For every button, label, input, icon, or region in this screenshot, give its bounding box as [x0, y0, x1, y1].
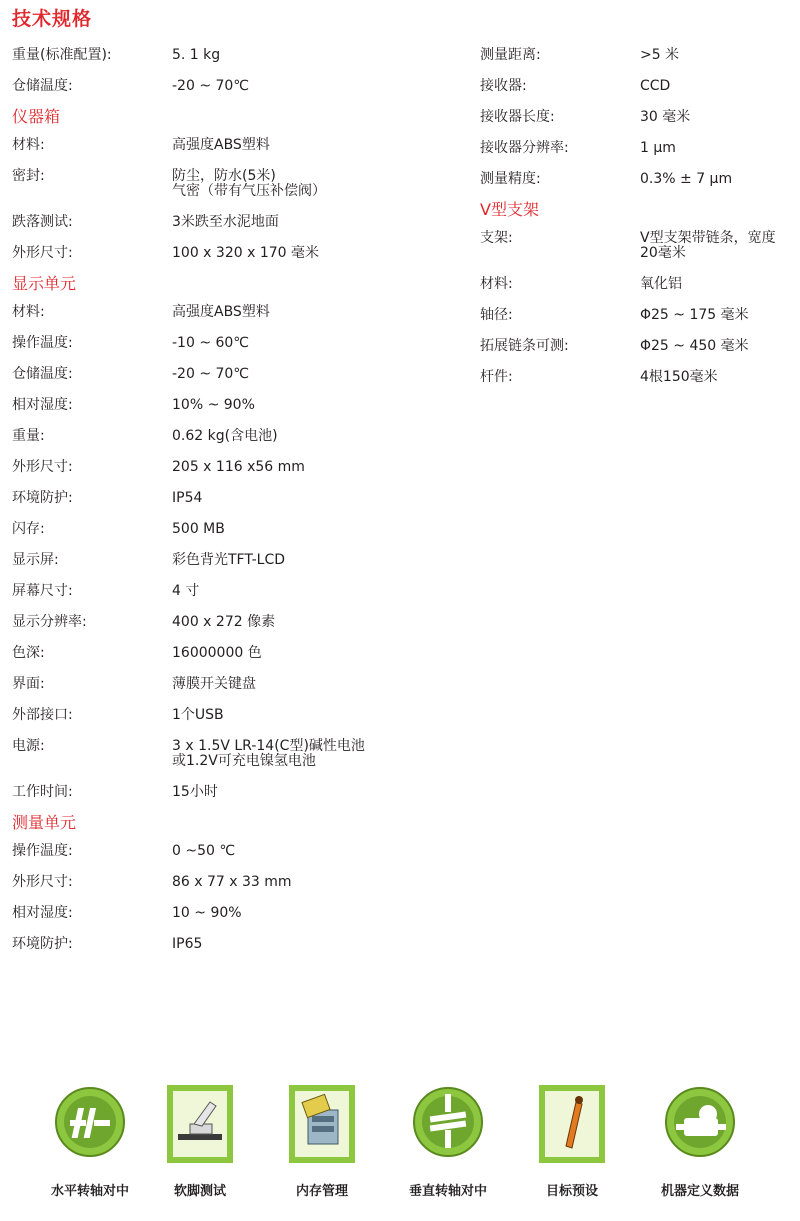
spec-label: 电源: — [12, 738, 45, 754]
spec-label: 轴径: — [480, 307, 513, 323]
spec-value: -20 ~ 70℃ — [172, 78, 250, 94]
spec-row — [480, 79, 795, 94]
spec-row — [12, 844, 452, 859]
spec-row — [12, 460, 452, 475]
target-preset-icon — [532, 1080, 612, 1166]
spec-value: 10% ~ 90% — [172, 397, 255, 413]
spec-row — [480, 172, 795, 187]
vertical-shaft-alignment-icon — [408, 1080, 488, 1166]
horizontal-shaft-alignment-icon — [50, 1080, 130, 1166]
spec-row — [12, 906, 452, 921]
spec-value: IP54 — [172, 490, 203, 506]
spec-label: 测量精度: — [480, 171, 541, 187]
spec-label: 外形尺寸: — [12, 245, 73, 261]
section-heading: V型支架 — [480, 200, 539, 219]
spec-label: 支架: — [480, 230, 513, 246]
left-spec-column — [12, 48, 452, 968]
feature-caption: 机器定义数据 — [660, 1184, 739, 1199]
spec-row — [480, 308, 795, 323]
target-preset-feature — [512, 1080, 632, 1199]
horizontal-shaft-alignment-feature — [30, 1080, 150, 1199]
spec-label: 显示分辨率: — [12, 614, 87, 630]
spec-label: 仓储温度: — [12, 78, 73, 94]
spec-label: 界面: — [12, 676, 45, 692]
spec-row — [12, 367, 452, 382]
spec-value: >5 米 — [640, 47, 680, 63]
spec-row — [12, 615, 452, 630]
spec-row — [12, 937, 452, 952]
spec-row — [12, 336, 452, 351]
spec-label: 接收器分辨率: — [480, 140, 569, 156]
spec-value: 防尘，防水(5米) 气密（带有气压补偿阀） — [172, 168, 326, 199]
spec-row — [480, 277, 795, 292]
spec-value: 205 x 116 x56 mm — [172, 459, 305, 475]
spec-value: 400 x 272 像素 — [172, 614, 276, 630]
spec-label: 相对湿度: — [12, 905, 73, 921]
spec-value: -10 ~ 60℃ — [172, 335, 250, 351]
spec-row — [12, 708, 452, 723]
spec-value: 0.62 kg(含电池) — [172, 428, 278, 444]
spec-value: 薄膜开关键盘 — [172, 676, 256, 692]
spec-value: 1个USB — [172, 707, 224, 723]
spec-label: 材料: — [12, 304, 45, 320]
spec-label: 跌落测试: — [12, 214, 73, 230]
spec-label: 显示屏: — [12, 552, 59, 568]
spec-row — [12, 491, 452, 506]
spec-row — [480, 370, 795, 385]
spec-label: 工作时间: — [12, 784, 73, 800]
spec-row — [12, 79, 452, 94]
spec-value: 0.3% ± 7 μm — [640, 171, 733, 187]
section-heading: 显示单元 — [12, 274, 77, 293]
spec-value: -20 ~ 70℃ — [172, 366, 250, 382]
spec-row — [12, 48, 452, 63]
spec-row — [12, 522, 452, 537]
spec-row — [12, 246, 452, 261]
feature-caption: 软脚测试 — [173, 1184, 226, 1199]
section-heading: 仪器箱 — [12, 107, 61, 126]
memory-management-icon — [282, 1080, 362, 1166]
spec-row — [12, 169, 452, 199]
spec-label: 测量距离: — [480, 47, 541, 63]
feature-caption: 水平转轴对中 — [50, 1184, 129, 1199]
page-title: 技术规格 — [12, 8, 93, 30]
spec-row — [480, 231, 795, 261]
spec-value: 0 ~50 ℃ — [172, 843, 236, 859]
spec-value: CCD — [640, 78, 671, 94]
spec-value: 4根150毫米 — [640, 369, 718, 385]
spec-label: 密封: — [12, 168, 45, 184]
memory-management-feature — [262, 1080, 382, 1199]
spec-label: 相对湿度: — [12, 397, 73, 413]
feature-caption: 垂直转轴对中 — [408, 1184, 487, 1199]
spec-label: 接收器: — [480, 78, 527, 94]
spec-row — [12, 305, 452, 320]
spec-label: 闪存: — [12, 521, 45, 537]
spec-row — [12, 677, 452, 692]
feature-icon-strip — [0, 1080, 800, 1210]
spec-label: 色深: — [12, 645, 45, 661]
spec-row — [12, 553, 452, 568]
spec-row — [480, 110, 795, 125]
spec-value: 15小时 — [172, 784, 218, 800]
spec-value: 3 x 1.5V LR-14(C型)碱性电池 或1.2V可充电镍氢电池 — [172, 738, 365, 769]
spec-row — [12, 785, 452, 800]
machine-definition-data-feature — [640, 1080, 760, 1199]
spec-label: 拓展链条可测: — [480, 338, 569, 354]
spec-value: 5. 1 kg — [172, 47, 221, 63]
spec-value: 氧化铝 — [640, 276, 682, 292]
spec-value: 彩色背光TFT-LCD — [172, 552, 286, 568]
spec-label: 操作温度: — [12, 335, 73, 351]
spec-label: 屏幕尺寸: — [12, 583, 73, 599]
spec-label: 材料: — [480, 276, 513, 292]
feature-caption: 目标预设 — [545, 1184, 598, 1199]
spec-label: 材料: — [12, 137, 45, 153]
spec-label: 重量: — [12, 428, 45, 444]
spec-value: 3米跌至水泥地面 — [172, 214, 279, 230]
spec-label: 外形尺寸: — [12, 874, 73, 890]
spec-row — [12, 429, 452, 444]
spec-value: 86 x 77 x 33 mm — [172, 874, 292, 890]
right-spec-column — [480, 48, 795, 401]
spec-row — [12, 584, 452, 599]
spec-value: 高强度ABS塑料 — [172, 137, 270, 153]
spec-label: 重量(标准配置): — [12, 47, 112, 63]
spec-value: Φ25 ~ 450 毫米 — [640, 338, 749, 354]
spec-value: 500 MB — [172, 521, 225, 537]
spec-row — [12, 875, 452, 890]
spec-value: Φ25 ~ 175 毫米 — [640, 307, 749, 323]
spec-row — [12, 739, 452, 769]
spec-label: 环境防护: — [12, 936, 73, 952]
spec-value: V型支架带链条，宽度 20毫米 — [640, 230, 776, 261]
soft-foot-test-icon — [160, 1080, 240, 1166]
feature-caption: 内存管理 — [295, 1184, 348, 1199]
spec-row — [12, 646, 452, 661]
spec-label: 外形尺寸: — [12, 459, 73, 475]
spec-value: 10 ~ 90% — [172, 905, 242, 921]
soft-foot-test-feature — [140, 1080, 260, 1199]
spec-row — [12, 398, 452, 413]
spec-row — [12, 215, 452, 230]
spec-row — [12, 138, 452, 153]
spec-label: 杆件: — [480, 369, 513, 385]
spec-label: 环境防护: — [12, 490, 73, 506]
spec-value: 4 寸 — [172, 583, 200, 599]
spec-value: IP65 — [172, 936, 203, 952]
machine-definition-data-icon — [660, 1080, 740, 1166]
spec-value: 高强度ABS塑料 — [172, 304, 270, 320]
spec-value: 30 毫米 — [640, 109, 691, 125]
spec-row — [480, 339, 795, 354]
spec-label: 接收器长度: — [480, 109, 555, 125]
spec-row — [480, 141, 795, 156]
spec-row — [480, 48, 795, 63]
vertical-shaft-alignment-feature — [388, 1080, 508, 1199]
spec-value: 1 μm — [640, 140, 676, 156]
spec-label: 操作温度: — [12, 843, 73, 859]
spec-value: 100 x 320 x 170 毫米 — [172, 245, 319, 261]
spec-value: 16000000 色 — [172, 645, 262, 661]
spec-label: 外部接口: — [12, 707, 73, 723]
spec-label: 仓储温度: — [12, 366, 73, 382]
section-heading: 测量单元 — [12, 813, 77, 832]
